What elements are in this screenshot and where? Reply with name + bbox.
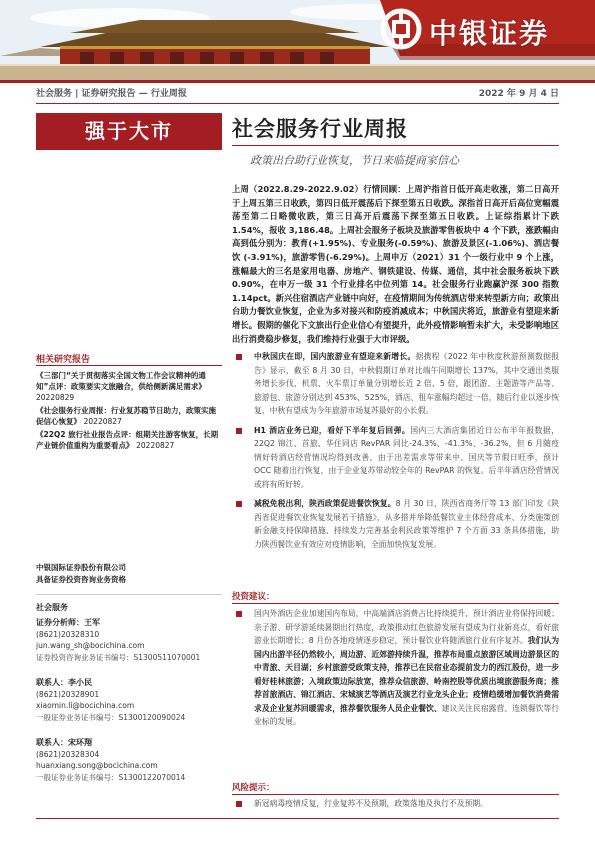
breadcrumb: 社会服务 | 证券研究报告 — 行业周报 bbox=[36, 89, 187, 99]
investment-underline bbox=[232, 603, 559, 604]
contact-phone: (8621)20328901 bbox=[36, 689, 100, 699]
risk-underline bbox=[232, 794, 559, 795]
boc-logo-icon bbox=[379, 7, 423, 51]
risk-heading: 风险提示： bbox=[232, 783, 275, 793]
company-divider bbox=[36, 594, 222, 595]
report-summary: 上周（2022.8.29-2022.9.02）行情回顾：上周沪指首日低开高走收涨，第二日高开于上周五第三日收跌，第四日低开震荡后下探至第五日收跌。深指首日高开后高位宽幅震荡至第二日略微收跌，第三日高开后震荡下探至第五日收跌。上证综指累计下跌 1.54%，报收 3,186.48。上周社会服务子板块及旅游零售板块中 4 个下跌，涨跌幅由高到低分别为：教育(+1.95%)、专业服务(-0.59%)、旅游及景区(-1.06%)、酒店餐饮 (-3.91%)，旅游零售(-6.29%)。上周申万（2021）31 个一级行业中 9 个上涨，涨幅最大的三名是家用电器、房地产、钢铁建设、传媒、通信，其中社会服务板块下跌 0.90%，在申万一级 31 个行业排名中位列第 14。社会服务行业跑赢沪深 300 指数 1.14pct。新兴住宿酒店产业链中向好，在疫情期间为传统酒店带来转型新方向；政策出台助力餐饮业恢复，企业为多对接兴和防疫消减成本；中秋国庆将近，旅游业有望迎来新增长。假期的催化下文旅出行企业信心有望提升，此外疫情影响暂未扩大，未受影响地区出行消费稳步修复，我们维持行业强于大市评级。 bbox=[232, 184, 559, 344]
key-point-lead: 减税免税出利，陕西政策促进餐饮恢复。 bbox=[254, 499, 396, 508]
risk-text: 新冠病毒疫情反复，行业复苏不及预期，政策落地及执行不及预期。 bbox=[254, 799, 488, 808]
risk-section bbox=[232, 797, 559, 817]
info-bar bbox=[0, 83, 595, 103]
analyst-phone: (8621)20328310 bbox=[36, 629, 100, 639]
header-banner bbox=[0, 0, 595, 80]
footer-line bbox=[36, 818, 559, 819]
analyst-card bbox=[36, 617, 222, 663]
investment-tail: 建议关注民宿露营、连锁餐饮等行业标的发展。 bbox=[254, 703, 560, 726]
contact-name: 联系人：李小民 bbox=[36, 678, 92, 687]
analyst-cert: 证券投资咨询业务证书编号：S1300511070001 bbox=[36, 652, 201, 662]
investment-heading: 投资建议： bbox=[232, 592, 275, 602]
sector-label: 社会服务 bbox=[36, 603, 68, 612]
related-reports-list bbox=[36, 370, 222, 453]
key-point-text: 据携程《2022 年中秋度秋游预测数据报告》显示，截至 8 月 30 日，中秋假期订单对比端午同期增长 137%，其中交通出类服务增长步伐，机票、火车票订单量分别增长近 2 倍、5 倍，跟团游、主题游等产品等、旅游包、旅游分别达到 453%、525%，酒店、租车涨幅均超过一倍，随后行业以逐步恢复，中秋有望成为今年旅游市场复苏最好的小长假。 bbox=[254, 352, 559, 415]
bullet-square-icon bbox=[236, 501, 242, 507]
bullet-square-icon bbox=[236, 611, 242, 617]
key-point bbox=[232, 350, 559, 418]
logo-text: 中银证券 bbox=[429, 17, 550, 50]
bullet-square-icon bbox=[236, 428, 242, 434]
key-point bbox=[232, 424, 559, 492]
key-point-lead: H1 酒店业务已迎，看好下半年复后回弹。 bbox=[254, 425, 411, 435]
investment-text: 国内外酒店企业加速国内布局，中高端酒店消费占比持续提升，预计酒店业将保持回暖；亲子游、研学游延续暑期出行热度，政策推动红色旅游发展有望成为行业新亮点，看好旅游业长期增长；8 月份各地疫情逐步稳定，预计餐饮业将随酒旅行业有序复苏。 bbox=[254, 609, 559, 645]
related-reports-underline bbox=[36, 365, 222, 366]
info-bar-underline bbox=[36, 103, 559, 104]
company-qualification: 具备证券投资咨询业务资格 bbox=[36, 574, 126, 584]
report-subtitle: 政策出台助行业恢复，节日来临提商家信心 bbox=[250, 154, 459, 167]
company-info bbox=[36, 562, 222, 585]
investment-section bbox=[232, 607, 559, 735]
investment-recommendation: 我们认为国内出游半径仍然较小，周边游、近郊游持续升温，推荐布局重点旅游区域周边游景区的中青旅、天目湖；乡村旅游受政策支持，推荐已在民宿业态提前发力的西江股份，进一步看好桂林旅游；入境政策边际放宽，推荐众信旅游、岭南控股等优质出境旅游服务商；推荐首旅酒店、锦江酒店、宋城演艺等酒店及演艺行业龙头企业；疫情趋缓增加餐饮消费需求及企业复苏回暖需求，推荐餐饮服务人员企业餐饮、 bbox=[254, 636, 560, 713]
contact-name: 联系人：宋环翔 bbox=[36, 738, 92, 747]
title-underline bbox=[232, 145, 559, 146]
report-date: 2022 年 9 月 4 日 bbox=[478, 89, 559, 99]
related-report-item[interactable]: 《22Q2 旅行社业报告点评：组期关注游客恢复，长期产业链价值重构为重要看点》 20220827 bbox=[36, 430, 219, 450]
brand-logo bbox=[373, 6, 583, 52]
key-points bbox=[232, 350, 559, 557]
related-report-item[interactable]: 《三部门“关于贯彻落实全国文物工作会议精神的通知”点评：政策要实文旅融合，供给侧新满足需求》 20220829 bbox=[36, 371, 206, 402]
bullet-square-icon bbox=[236, 801, 242, 807]
contact-cert: 一般证券业务证书编号：S1300122070014 bbox=[36, 772, 186, 782]
bullet-square-icon bbox=[236, 354, 242, 360]
company-name: 中银国际证券股份有限公司 bbox=[36, 563, 126, 572]
related-reports-heading: 相关研究报告 bbox=[36, 355, 91, 365]
contact-email[interactable]: xiaomin.li@bocichina.com bbox=[36, 701, 135, 710]
investment-advice bbox=[232, 607, 559, 729]
rating-badge: 强于大市 bbox=[36, 113, 222, 150]
key-point-lead: 中秋国庆在即，国内旅游业有望迎来新增长。 bbox=[254, 352, 416, 361]
contact-card bbox=[36, 737, 222, 783]
contact-phone: (8621)20328304 bbox=[36, 749, 100, 759]
contact-email[interactable]: huanxiang.song@bocichina.com bbox=[36, 761, 158, 770]
contact-cert: 一般证券业务证书编号：S1300120090024 bbox=[36, 712, 186, 722]
related-report-item[interactable]: 《社会服务行业周报：行业复苏稳节日助力，政策实施促信心恢复》 20220827 bbox=[36, 406, 216, 426]
key-point bbox=[232, 497, 559, 551]
analyst-email[interactable]: jun.wang_sh@bocichina.com bbox=[36, 641, 145, 650]
key-point-text: 国内三大酒店集团近日公布半年报数据，22Q2 锦江、首旅、华住同店 RevPAR 同比-24.3%、-41.3%、-36.2%，但 6 月随疫情好转酒店经营情况均得到改善，由于出差需求等带来中、国庆等节假日旺季，预计 OCC 随着出行恢复，由于企业复苏带动较全年的 RevPAR 的恢复。后半年酒店经营情况或将有所好转。 bbox=[254, 425, 559, 489]
key-point-text: 8 月 30 日，陕西省商务厅等 13 部门印发《陕西省促进餐饮业恢复发展若干措施》，从多措并举降低餐饮业主体经营成本、分类施策创新金融支持保障措施、持续发力完善基金利民政策等维护 7 个方面 33 条具体措施，助力陕西餐饮业有效应对疫情影响，全面加快恢复发展。 bbox=[254, 499, 559, 549]
risk-item bbox=[232, 797, 559, 811]
contact-card bbox=[36, 677, 222, 723]
report-title: 社会服务行业周报 bbox=[232, 116, 408, 141]
analyst-name: 证券分析师：王军 bbox=[36, 618, 100, 627]
